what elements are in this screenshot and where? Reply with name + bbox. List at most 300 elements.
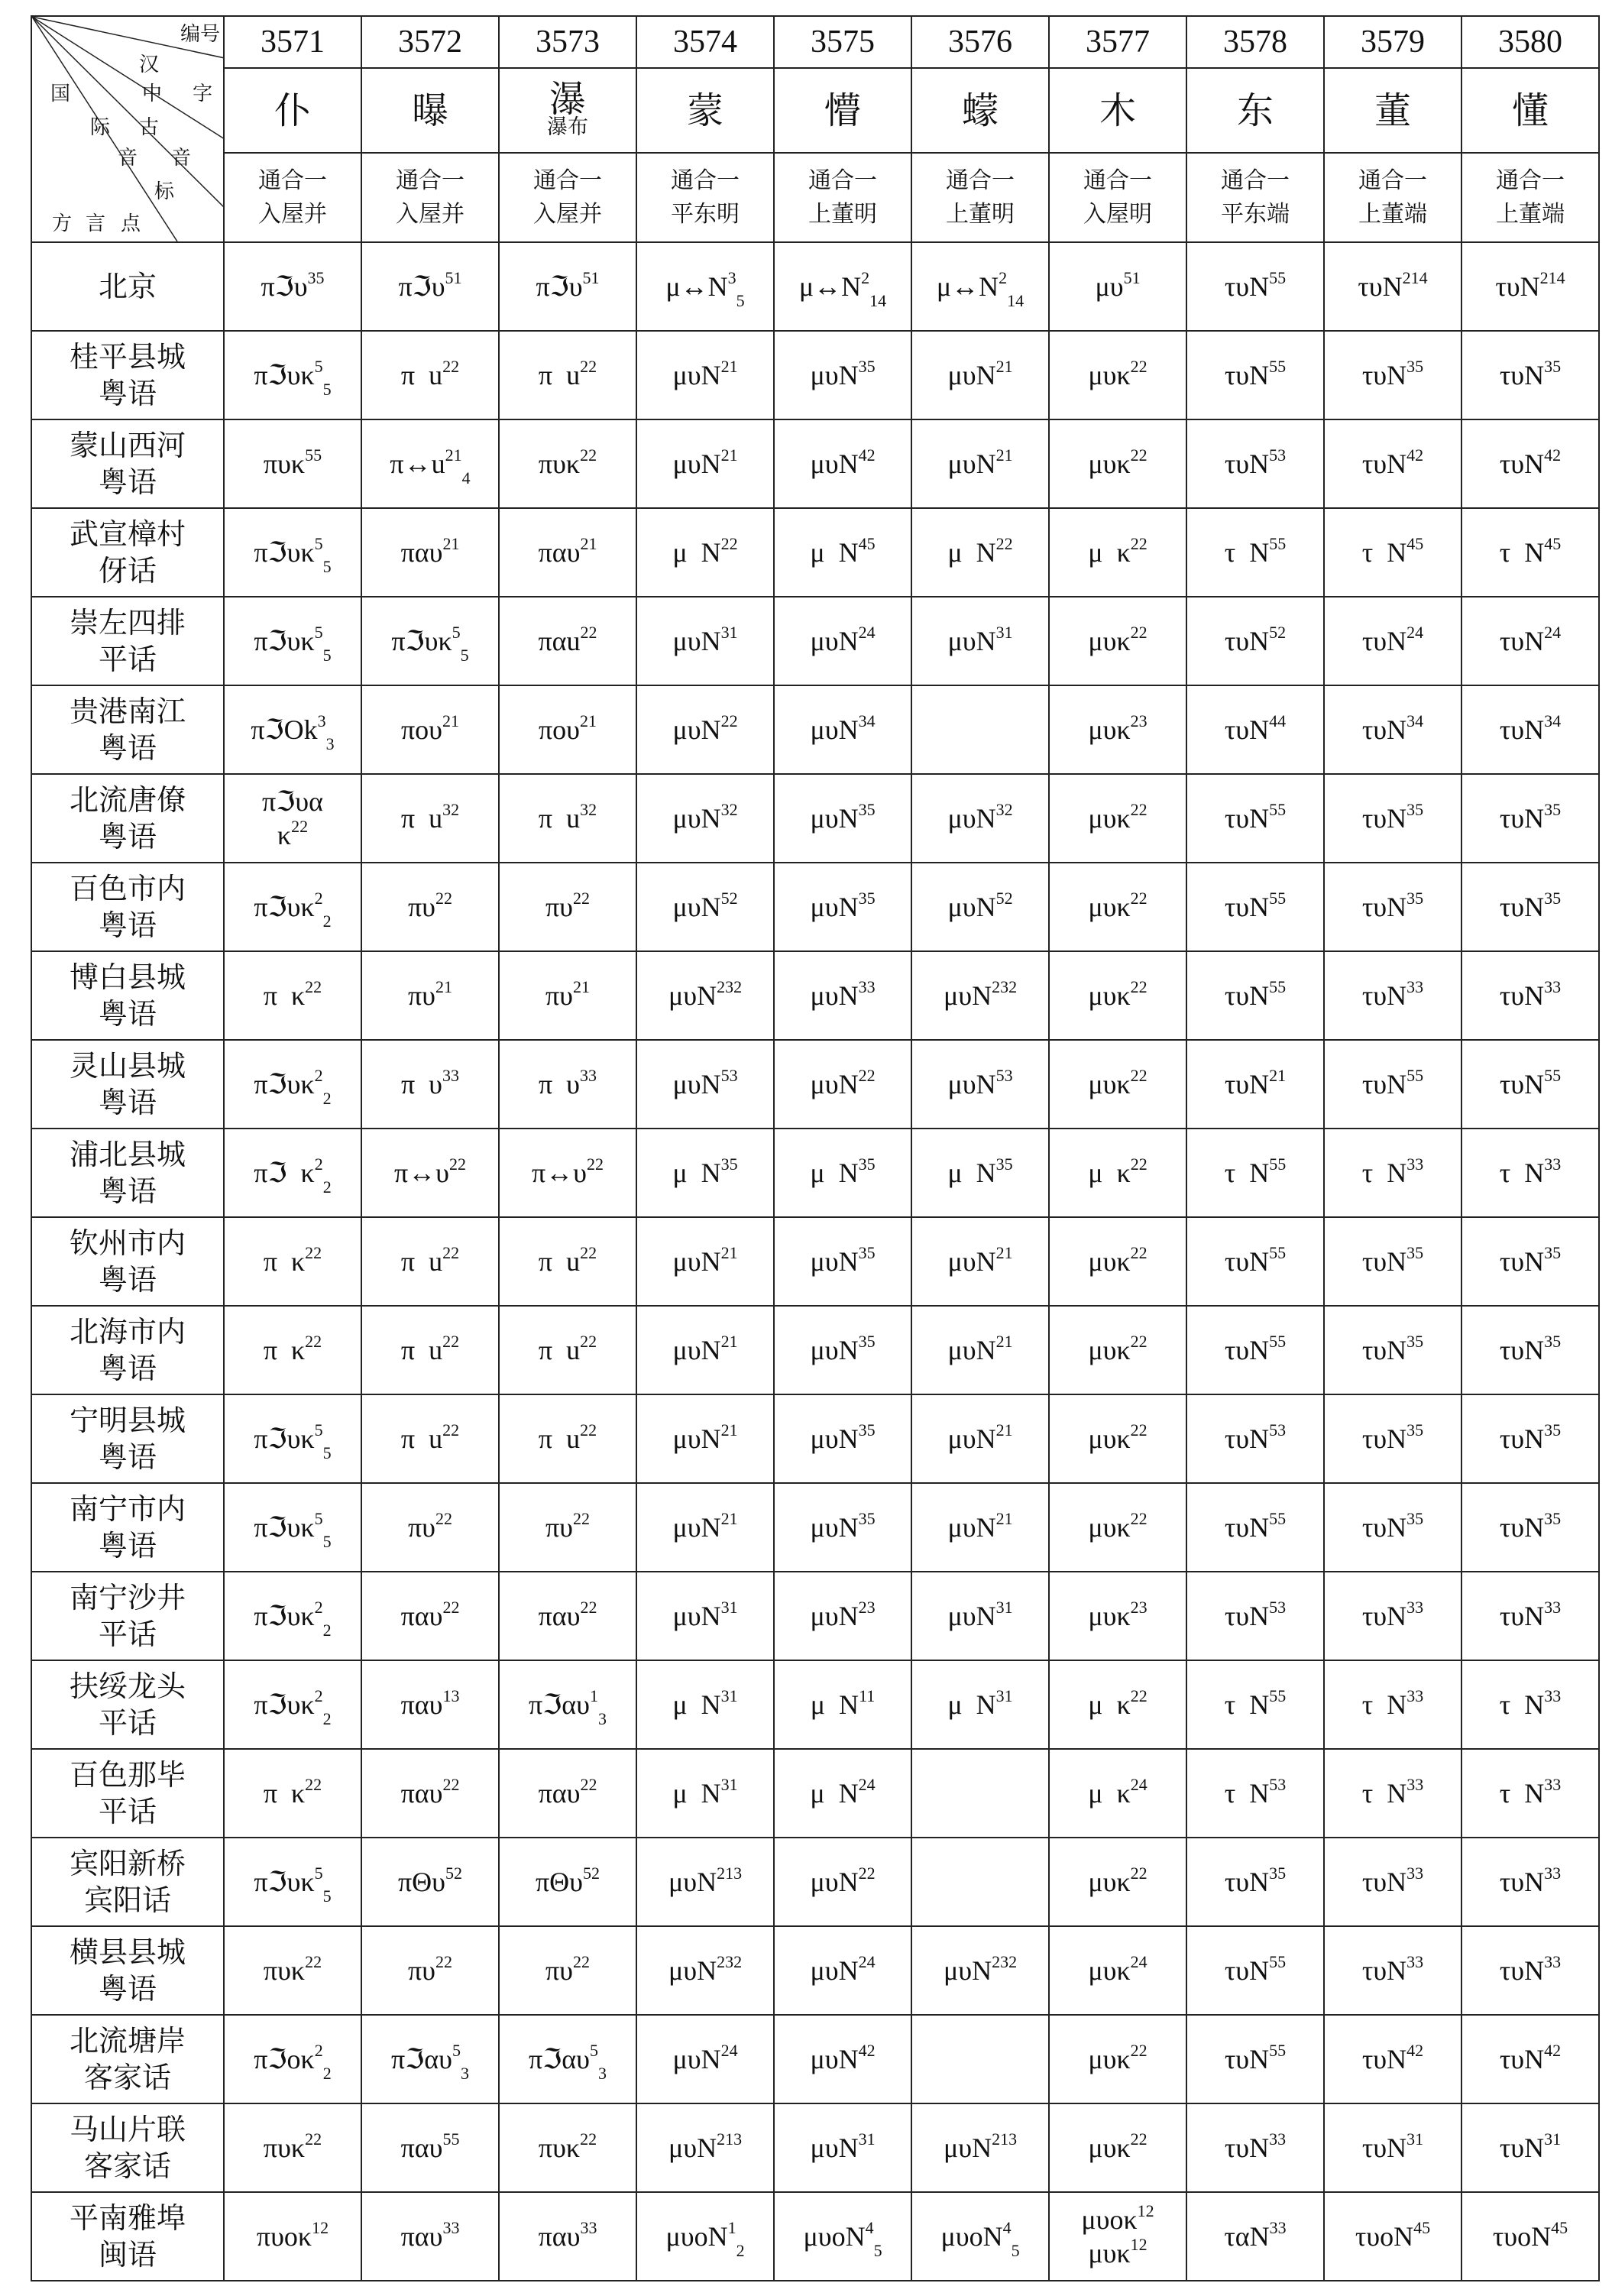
pronunciation	[637, 1954, 773, 1987]
tone-superscript: 53	[1269, 1598, 1287, 1617]
ipa-text: μ κ	[1088, 1689, 1131, 1720]
pronunciation-cell	[1186, 1483, 1324, 1572]
pronunciation-cell	[911, 242, 1049, 331]
pronunciation	[1050, 358, 1186, 392]
tone-superscript: 11	[859, 1686, 876, 1705]
tone-superscript: 21	[445, 445, 462, 465]
pronunciation	[1187, 1511, 1323, 1544]
pronunciation-cell	[1186, 419, 1324, 508]
tone-superscript: 5	[452, 2041, 461, 2060]
tone-superscript: 13	[442, 1686, 460, 1705]
tone-subscript: 5	[873, 2241, 882, 2260]
ipa-text: π u	[538, 1246, 581, 1277]
ipa-text: πℑυκ	[391, 626, 452, 656]
character-cell	[911, 68, 1049, 153]
pronunciation-cell	[1186, 1660, 1324, 1749]
pronunciation-cell	[361, 597, 499, 685]
ipa-text: τυN	[1499, 1069, 1545, 1099]
pronunciation	[637, 1688, 773, 1721]
ipa-text: μυκ	[1088, 803, 1131, 834]
pronunciation	[1325, 1776, 1461, 1810]
ipa-text: μ↔N	[936, 271, 999, 302]
ipa-text: μυN	[810, 1335, 859, 1365]
pronunciation	[1050, 1865, 1186, 1899]
ipa-text: τυN	[1224, 1069, 1270, 1099]
pronunciation	[362, 270, 498, 303]
tone-superscript: 21	[995, 1332, 1013, 1351]
ipa-text: τ N	[1499, 1158, 1545, 1188]
ipa-text: πυκ	[263, 449, 306, 479]
location-line: 粤语	[98, 377, 157, 410]
ipa-text: πυοκ	[256, 2221, 312, 2252]
ipa-text: τυN	[1358, 271, 1403, 302]
ipa-text: πυ	[408, 980, 435, 1011]
tone-superscript: 22	[580, 445, 597, 465]
tone-superscript: 53	[1269, 1420, 1287, 1439]
tone-superscript: 22	[1130, 623, 1147, 642]
tone-superscript: 24	[1406, 623, 1424, 642]
ipa-text: π κ	[263, 1778, 306, 1809]
tone-superscript: 35	[1544, 1509, 1562, 1528]
pronunciation-cell	[361, 1749, 499, 1838]
pronunciation-cell	[911, 508, 1049, 597]
tone-superscript: 22	[1130, 2041, 1147, 2060]
pronunciation-cell	[636, 774, 774, 863]
ipa-text: πΘυ	[398, 1867, 445, 1897]
tone-superscript: 22	[305, 1243, 322, 1262]
category-line: 通合一	[671, 167, 740, 194]
ipa-text: μυN	[943, 980, 992, 1011]
pronunciation	[1187, 1954, 1323, 1987]
tone-superscript: 33	[1406, 1154, 1424, 1174]
ipa-text: π κ	[263, 1335, 306, 1365]
tone-superscript: 35	[995, 1154, 1013, 1174]
location-line: 粤语	[98, 908, 157, 942]
ipa-text: τυN	[1499, 360, 1545, 390]
pronunciation	[1187, 536, 1323, 569]
pronunciation-cell	[1324, 1749, 1461, 1838]
pronunciation-cell	[1186, 1572, 1324, 1660]
ipa-text: παυ	[400, 537, 443, 568]
dialect-location	[31, 2192, 224, 2281]
pronunciation-cell	[1461, 597, 1599, 685]
middle-chinese-category	[774, 153, 911, 242]
pronunciation	[912, 1067, 1048, 1101]
pronunciation-cell	[911, 863, 1049, 951]
pronunciation	[912, 1422, 1048, 1456]
ipa-text: μ κ	[1088, 1778, 1131, 1809]
pronunciation-cell	[361, 331, 499, 419]
tone-superscript: 22	[580, 1420, 597, 1439]
tone-superscript: 35	[858, 800, 876, 819]
location-line: 粤语	[98, 820, 157, 853]
pronunciation-cell	[1461, 1483, 1599, 1572]
pronunciation-cell	[361, 1838, 499, 1926]
tone-superscript: 2	[314, 2041, 323, 2060]
tone-superscript: 33	[1544, 1686, 1562, 1705]
category-line: 入屋明	[1083, 200, 1152, 228]
tone-superscript: 33	[442, 1066, 459, 1085]
tone-superscript: 55	[1544, 1066, 1562, 1085]
tone-superscript: 22	[580, 623, 597, 642]
ipa-text: τυN	[1361, 360, 1407, 390]
pronunciation	[1187, 1776, 1323, 1810]
pronunciation	[1050, 1333, 1186, 1367]
ipa-text: τ N	[1361, 1158, 1407, 1188]
dialect-row	[31, 331, 1599, 419]
ipa-text: μυN	[672, 1512, 721, 1543]
ipa-text: π κ	[263, 1246, 306, 1277]
tone-superscript: 12	[1130, 2235, 1147, 2254]
tone-superscript: 52	[445, 1864, 462, 1883]
dialect-location	[31, 1838, 224, 1926]
pronunciation	[500, 1156, 636, 1190]
ipa-text: πυ	[545, 892, 573, 922]
ipa-text: μυκ	[1088, 892, 1131, 922]
corner-cell	[31, 16, 224, 242]
corner-label: 古	[139, 116, 160, 139]
tone-superscript: 2	[314, 1066, 323, 1085]
pronunciation	[637, 2042, 773, 2076]
tone-superscript: 21	[720, 445, 738, 465]
pronunciation	[775, 447, 911, 481]
tone-superscript: 21	[720, 1420, 738, 1439]
pronunciation	[775, 1067, 911, 1101]
pronunciation-cell	[1324, 1394, 1461, 1483]
dialect-row	[31, 1040, 1599, 1129]
pronunciation-cell	[1461, 242, 1599, 331]
ipa-text: τυN	[1361, 1601, 1407, 1631]
pronunciation	[912, 1599, 1048, 1633]
category-line: 平东明	[671, 200, 740, 228]
tone-superscript: 22	[1130, 534, 1147, 553]
location-line: 博白县城	[69, 960, 186, 994]
ipa-text: μυN	[810, 980, 859, 1011]
pronunciation-cell	[911, 774, 1049, 863]
category-line: 通合一	[1221, 167, 1290, 194]
ipa-text: μυ	[1095, 271, 1124, 302]
pronunciation	[1050, 536, 1186, 569]
ipa-text: π↔u	[390, 449, 445, 479]
pronunciation	[775, 1865, 911, 1899]
ipa-text: μυN	[672, 626, 721, 656]
ipa-text: π↔υ	[532, 1158, 587, 1188]
pronunciation-cell	[1186, 2103, 1324, 2192]
ipa-text: τυN	[1224, 449, 1270, 479]
pronunciation-cell	[499, 1749, 636, 1838]
pronunciation-cell	[911, 1926, 1049, 2015]
pronunciation-cell	[1324, 2015, 1461, 2103]
char-number: 3578	[1186, 16, 1324, 68]
pronunciation	[1325, 2220, 1461, 2253]
pronunciation	[500, 1333, 636, 1367]
ipa-text: τυN	[1499, 714, 1545, 745]
pronunciation-cell	[1324, 2103, 1461, 2192]
tone-superscript: 214	[1539, 268, 1565, 287]
tone-superscript: 5	[314, 357, 323, 376]
char-number: 3572	[361, 16, 499, 68]
pronunciation	[362, 1865, 498, 1899]
tone-superscript: 3	[727, 268, 736, 287]
pronunciation-cell	[361, 1660, 499, 1749]
tone-superscript: 35	[1544, 357, 1562, 376]
ipa-text: μυοN	[940, 2221, 1003, 2252]
ipa-text: πℑαυ	[529, 2044, 590, 2074]
ipa-text: μυN	[810, 2132, 859, 2163]
pronunciation-cell	[499, 863, 636, 951]
dialect-location	[31, 1660, 224, 1749]
ipa-text: μυοN	[665, 2221, 728, 2252]
location-line: 扶绥龙头	[69, 1669, 186, 1703]
pronunciation	[912, 447, 1048, 481]
tone-superscript: 35	[858, 1154, 876, 1174]
tone-superscript: 22	[580, 1332, 597, 1351]
pronunciation	[1050, 1067, 1186, 1101]
ipa-text: μυN	[947, 1246, 996, 1277]
tone-superscript: 22	[587, 1154, 604, 1174]
pronunciation-cell	[774, 1040, 911, 1129]
pronunciation	[1462, 2042, 1598, 2076]
pronunciation	[775, 1245, 911, 1278]
tone-subscript: 2	[322, 912, 332, 931]
character-cell	[636, 68, 774, 153]
pronunciation-cell	[1461, 1040, 1599, 1129]
tone-superscript: 55	[305, 445, 322, 465]
location-line: 粤语	[98, 997, 157, 1031]
ipa-text: πℑυκ	[254, 626, 315, 656]
ipa-text: μυN	[672, 2044, 721, 2074]
tone-subscript: 4	[461, 468, 471, 487]
pronunciation-cell	[1324, 331, 1461, 419]
pronunciation	[912, 1954, 1048, 1987]
category-line: 通合一	[1358, 167, 1427, 194]
ipa-text: μυκ	[1088, 1423, 1131, 1454]
tone-subscript: 14	[1007, 291, 1024, 310]
location-line: 横县县城	[69, 1935, 186, 1969]
tone-superscript: 22	[305, 1775, 322, 1794]
ipa-text: π u	[400, 1246, 443, 1277]
location-line: 崇左四排	[69, 606, 186, 640]
pronunciation	[225, 1776, 361, 1810]
tone-superscript: 22	[1130, 1686, 1147, 1705]
dialect-location	[31, 1306, 224, 1394]
pronunciation	[1325, 890, 1461, 924]
tone-subscript: 5	[1011, 2241, 1020, 2260]
tone-superscript: 31	[720, 1598, 738, 1617]
pronunciation-cell	[1049, 1306, 1186, 1394]
pronunciation	[225, 785, 361, 852]
pronunciation	[1050, 2131, 1186, 2165]
ipa-text: τυN	[1499, 1867, 1545, 1897]
ipa-text: μυκ	[1088, 2044, 1131, 2074]
dialect-location	[31, 419, 224, 508]
pronunciation-cell	[499, 1660, 636, 1749]
pronunciation	[775, 1599, 911, 1633]
category-line: 入屋并	[258, 200, 327, 228]
category-line: 入屋并	[533, 200, 602, 228]
dialect-location	[31, 331, 224, 419]
ipa-text: μυκ	[1088, 2132, 1131, 2163]
ipa-text: μ N	[810, 1689, 859, 1720]
pronunciation-cell	[1049, 419, 1186, 508]
pronunciation	[1462, 1599, 1598, 1633]
middle-chinese-category	[911, 153, 1049, 242]
tone-superscript: 22	[449, 1154, 466, 1174]
pronunciation-cell	[911, 2015, 1049, 2103]
ipa-text: τ N	[1499, 537, 1545, 568]
pronunciation	[1050, 1954, 1186, 1987]
pronunciation	[1462, 801, 1598, 835]
tone-superscript: 23	[858, 1598, 876, 1617]
pronunciation	[912, 2218, 1048, 2260]
ipa-text: μυN	[672, 803, 721, 834]
pronunciation	[912, 890, 1048, 924]
ipa-text: μ N	[672, 1689, 721, 1720]
ipa-text: πυκ	[263, 1955, 306, 1986]
pronunciation	[1187, 2042, 1323, 2076]
tone-superscript: 22	[442, 1775, 460, 1794]
pronunciation-cell	[636, 1838, 774, 1926]
ipa-text: παu	[538, 626, 581, 656]
pronunciation	[912, 979, 1048, 1012]
ipa-text: τυN	[1224, 2132, 1270, 2163]
ipa-text: μυN	[668, 1867, 717, 1897]
dialect-location	[31, 508, 224, 597]
pronunciation-cell	[1186, 1394, 1324, 1483]
pronunciation	[225, 1598, 361, 1640]
dialect-row	[31, 1129, 1599, 1217]
pronunciation	[1462, 1156, 1598, 1190]
tone-superscript: 35	[1406, 1420, 1424, 1439]
ipa-text: μ N	[810, 537, 859, 568]
tone-superscript: 31	[1544, 2129, 1562, 2149]
tone-superscript: 34	[1406, 711, 1424, 730]
pronunciation	[1325, 2131, 1461, 2165]
pronunciation-cell	[499, 1926, 636, 2015]
pronunciation	[912, 1511, 1048, 1544]
pronunciation-cell	[911, 331, 1049, 419]
pronunciation	[1187, 624, 1323, 658]
tone-superscript: 22	[1130, 1154, 1147, 1174]
pronunciation-cell	[224, 951, 361, 1040]
ipa-text: μυN	[810, 1955, 859, 1986]
dialect-row	[31, 1306, 1599, 1394]
dialect-row	[31, 685, 1599, 774]
tone-superscript: 42	[1406, 2041, 1424, 2060]
pronunciation-cell	[1461, 2015, 1599, 2103]
pronunciation-cell	[1324, 419, 1461, 508]
pronunciation	[1050, 1776, 1186, 1810]
pronunciation	[1462, 1422, 1598, 1456]
tone-superscript: 52	[583, 1864, 600, 1883]
pronunciation-cell	[1049, 863, 1186, 951]
dialect-location	[31, 1749, 224, 1838]
pronunciation-cell	[499, 1572, 636, 1660]
tone-superscript: 53	[1269, 1775, 1287, 1794]
location-line: 百色市内	[69, 872, 186, 905]
pronunciation	[362, 979, 498, 1012]
corner-label: 言	[86, 212, 106, 235]
ipa-text: μυN	[672, 1601, 721, 1631]
pronunciation	[1050, 1156, 1186, 1190]
pronunciation-cell	[774, 1217, 911, 1306]
pronunciation	[775, 1333, 911, 1367]
ipa-text: π u	[538, 360, 581, 390]
pronunciation	[500, 801, 636, 835]
pronunciation-cell	[911, 1394, 1049, 1483]
pronunciation-cell	[1186, 1129, 1324, 1217]
ipa-text: τυN	[1224, 626, 1270, 656]
character-example-word: 瀑布	[547, 115, 588, 139]
ipa-text: τυοN	[1492, 2221, 1552, 2252]
char-number: 3580	[1461, 16, 1599, 68]
tone-superscript: 2	[314, 1686, 323, 1705]
tone-superscript: 22	[858, 1066, 876, 1085]
pronunciation-cell	[361, 1217, 499, 1306]
ipa-text: πℑυ	[398, 271, 445, 302]
pronunciation-cell	[1049, 1572, 1186, 1660]
pronunciation	[1050, 801, 1186, 835]
pronunciation	[637, 1245, 773, 1278]
pronunciation	[1462, 1954, 1598, 1987]
location-line: 粤语	[98, 1263, 157, 1297]
tone-superscript: 55	[1269, 2041, 1287, 2060]
tone-superscript: 35	[1544, 1243, 1562, 1262]
pronunciation-cell	[1461, 2103, 1599, 2192]
pronunciation-cell	[1186, 1749, 1324, 1838]
pronunciation	[637, 1067, 773, 1101]
ipa-text: μυN	[947, 360, 996, 390]
pronunciation	[775, 268, 911, 310]
pronunciation-cell	[224, 685, 361, 774]
ipa-text: τ N	[1499, 1778, 1545, 1809]
pronunciation	[1187, 1865, 1323, 1899]
pronunciation-cell	[499, 508, 636, 597]
dialect-row	[31, 508, 1599, 597]
pronunciation	[775, 1156, 911, 1190]
tone-superscript: 21	[995, 1509, 1013, 1528]
pronunciation-cell	[224, 863, 361, 951]
pronunciation-cell	[224, 1838, 361, 1926]
dialect-row	[31, 2192, 1599, 2281]
pronunciation	[1050, 1688, 1186, 1721]
tone-superscript: 44	[1269, 711, 1287, 730]
tone-superscript: 52	[995, 889, 1013, 908]
header-row-categories	[31, 153, 1599, 242]
pronunciation	[500, 1422, 636, 1456]
pronunciation-cell	[774, 1572, 911, 1660]
pronunciation-cell	[1049, 1926, 1186, 2015]
tone-superscript: 55	[1269, 800, 1287, 819]
pronunciation	[1325, 447, 1461, 481]
category-line: 通合一	[258, 167, 327, 194]
pronunciation-cell	[1324, 1926, 1461, 2015]
pronunciation-cell	[499, 2192, 636, 2281]
tone-superscript: 42	[858, 2041, 876, 2060]
ipa-text: π↔υ	[394, 1158, 449, 1188]
pronunciation-cell	[911, 1660, 1049, 1749]
ipa-text: που	[539, 714, 580, 745]
tone-superscript: 55	[1269, 889, 1287, 908]
pronunciation-cell	[1324, 685, 1461, 774]
pronunciation	[637, 1422, 773, 1456]
tone-superscript: 33	[580, 2218, 597, 2237]
pronunciation	[362, 1511, 498, 1544]
pronunciation	[500, 2131, 636, 2165]
ipa-text: μ N	[672, 1158, 721, 1188]
tone-superscript: 21	[995, 445, 1013, 465]
category-line: 通合一	[946, 167, 1015, 194]
